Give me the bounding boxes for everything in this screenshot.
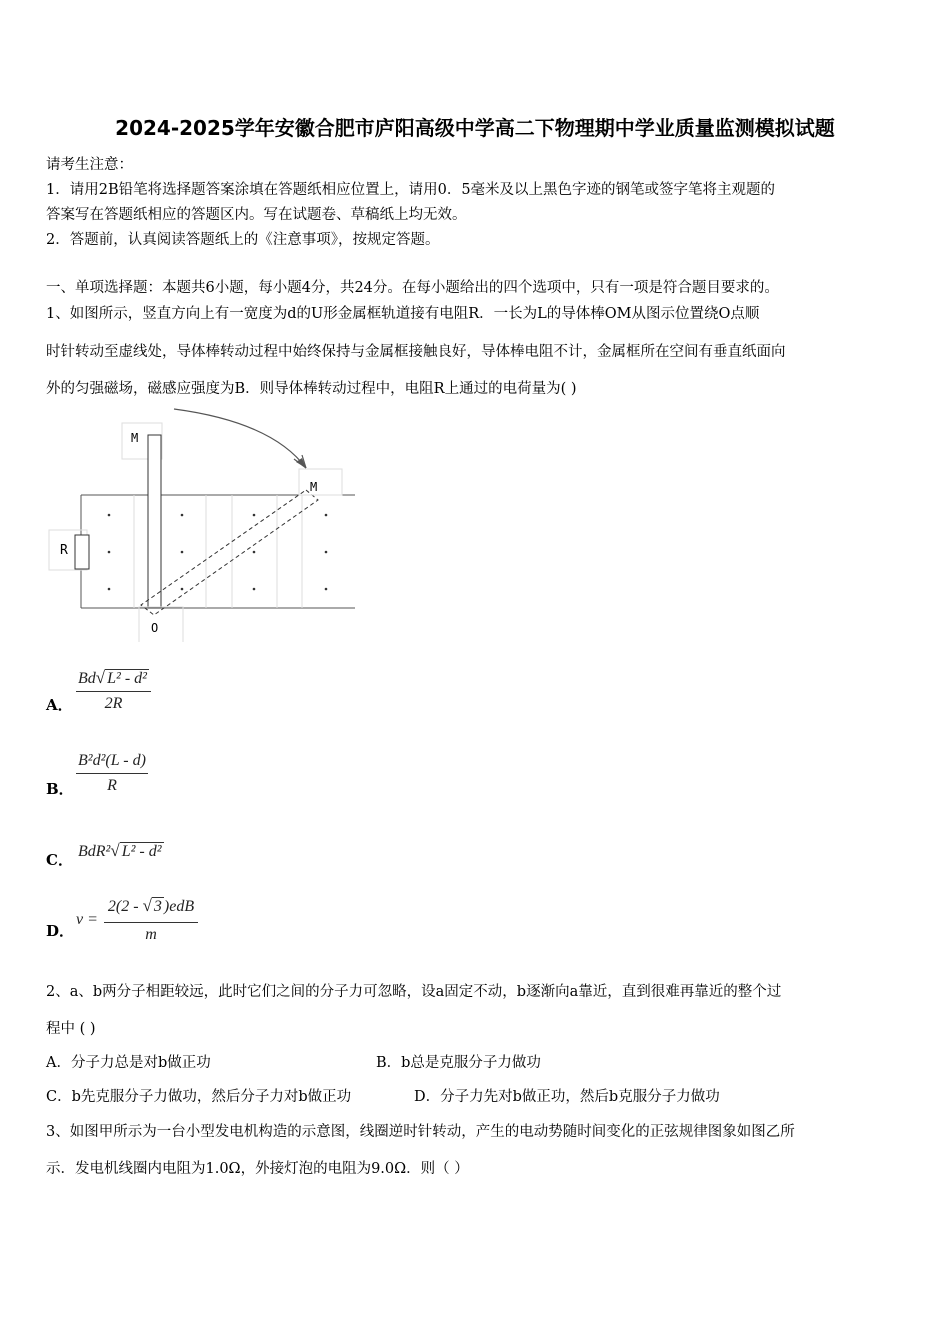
notice-line: 答案写在答题纸相应的答题区内。写在试题卷、草稿纸上均无效。	[46, 207, 467, 223]
option-d-label[interactable]: D．	[46, 922, 75, 940]
notice-heading: 请考生注意：	[46, 157, 133, 173]
question-1-text: 外的匀强磁场，磁感应强度为B．则导体棒转动过程中，电阻R上通过的电荷量为( )	[46, 381, 577, 397]
option-a-numerator: Bd	[78, 670, 96, 687]
option-d-numerator-post: )edB	[163, 898, 195, 915]
option-c-label[interactable]: C．	[46, 851, 73, 869]
option-a-denominator: 2R	[104, 695, 123, 712]
option-b-denominator: R	[107, 777, 117, 794]
question-2-option-c[interactable]: C．b先克服分子力做功，然后分子力对b做正功	[46, 1089, 352, 1105]
option-b-formula	[76, 752, 148, 795]
rod-top-label: M	[131, 431, 139, 445]
question-2-text: 2、a、b两分子相距较远，此时它们之间的分子力可忽略，设a固定不动，b逐渐向a靠近，直到很难再靠近的整个过	[46, 984, 782, 1000]
option-d-radicand: 3	[153, 898, 162, 915]
option-c-radicand: L² - d²	[121, 843, 162, 860]
question-1-text: 时针转动至虚线处，导体棒转动过程中始终保持与金属框接触良好，导体棒电阻不计，金属框所在空间有垂直纸面向	[46, 344, 786, 360]
option-d-formula: v = $\frac{\text{2(2 - √ 3 )edB}}{m}$	[76, 896, 198, 944]
pivot-label: O	[151, 621, 159, 635]
question-2-option-a[interactable]: A．分子力总是对b做正功	[46, 1055, 211, 1071]
option-a-formula: $\frac{\text{Bd√ L² - d²}}{2R}$	[76, 668, 151, 713]
section-heading: 一、单项选择题：本题共6小题，每小题4分，共24分。在每小题给出的四个选项中，只有一项是符合题目要求的。	[46, 280, 779, 296]
question-2-option-b[interactable]: B．b总是克服分子力做功	[376, 1055, 541, 1071]
question-2-text: 程中 ( )	[46, 1021, 96, 1037]
question-1-text: 1、如图所示，竖直方向上有一宽度为d的U形金属框轨道接有电阻R．一长为L的导体棒OM从图示位置绕O点顺	[46, 306, 760, 322]
page-title: 2024-2025学年安徽合肥市庐阳高级中学高二下物理期中学业质量监测模拟试题	[115, 116, 835, 140]
question-1-figure	[44, 402, 364, 642]
notice-line: 1．请用2B铅笔将选择题答案涂填在答题纸相应位置上，请用0．5毫米及以上黑色字迹的钢笔或签字笔将主观题的	[46, 182, 776, 198]
option-d-denominator: m	[145, 926, 157, 943]
option-d-lhs: v =	[76, 911, 98, 928]
option-c-formula: BdR²√ L² - d²	[78, 841, 162, 860]
question-3-text: 示．发电机线圈内电阻为1.0Ω，外接灯泡的电阻为9.0Ω．则（ ）	[46, 1161, 469, 1177]
question-3-text: 3、如图甲所示为一台小型发电机构造的示意图，线圈逆时针转动，产生的电动势随时间变化的正弦规律图象如图乙所	[46, 1124, 795, 1140]
resistor-label: R	[60, 543, 68, 558]
rod-rotated-label: M	[310, 480, 318, 494]
option-d-numerator-pre: 2(2 -	[107, 898, 143, 915]
notice-line: 2．答题前，认真阅读答题纸上的《注意事项》，按规定答题。	[46, 232, 440, 248]
option-a-label[interactable]: A．	[46, 696, 73, 714]
option-a-radicand: L² - d²	[107, 670, 147, 687]
option-c-prefix: BdR²	[78, 843, 111, 860]
question-2-option-d[interactable]: D．分子力先对b做正功，然后b克服分子力做功	[414, 1089, 720, 1105]
option-b-label[interactable]: B．	[46, 780, 74, 798]
option-b-numerator: B²d²(L - d)	[76, 752, 148, 774]
